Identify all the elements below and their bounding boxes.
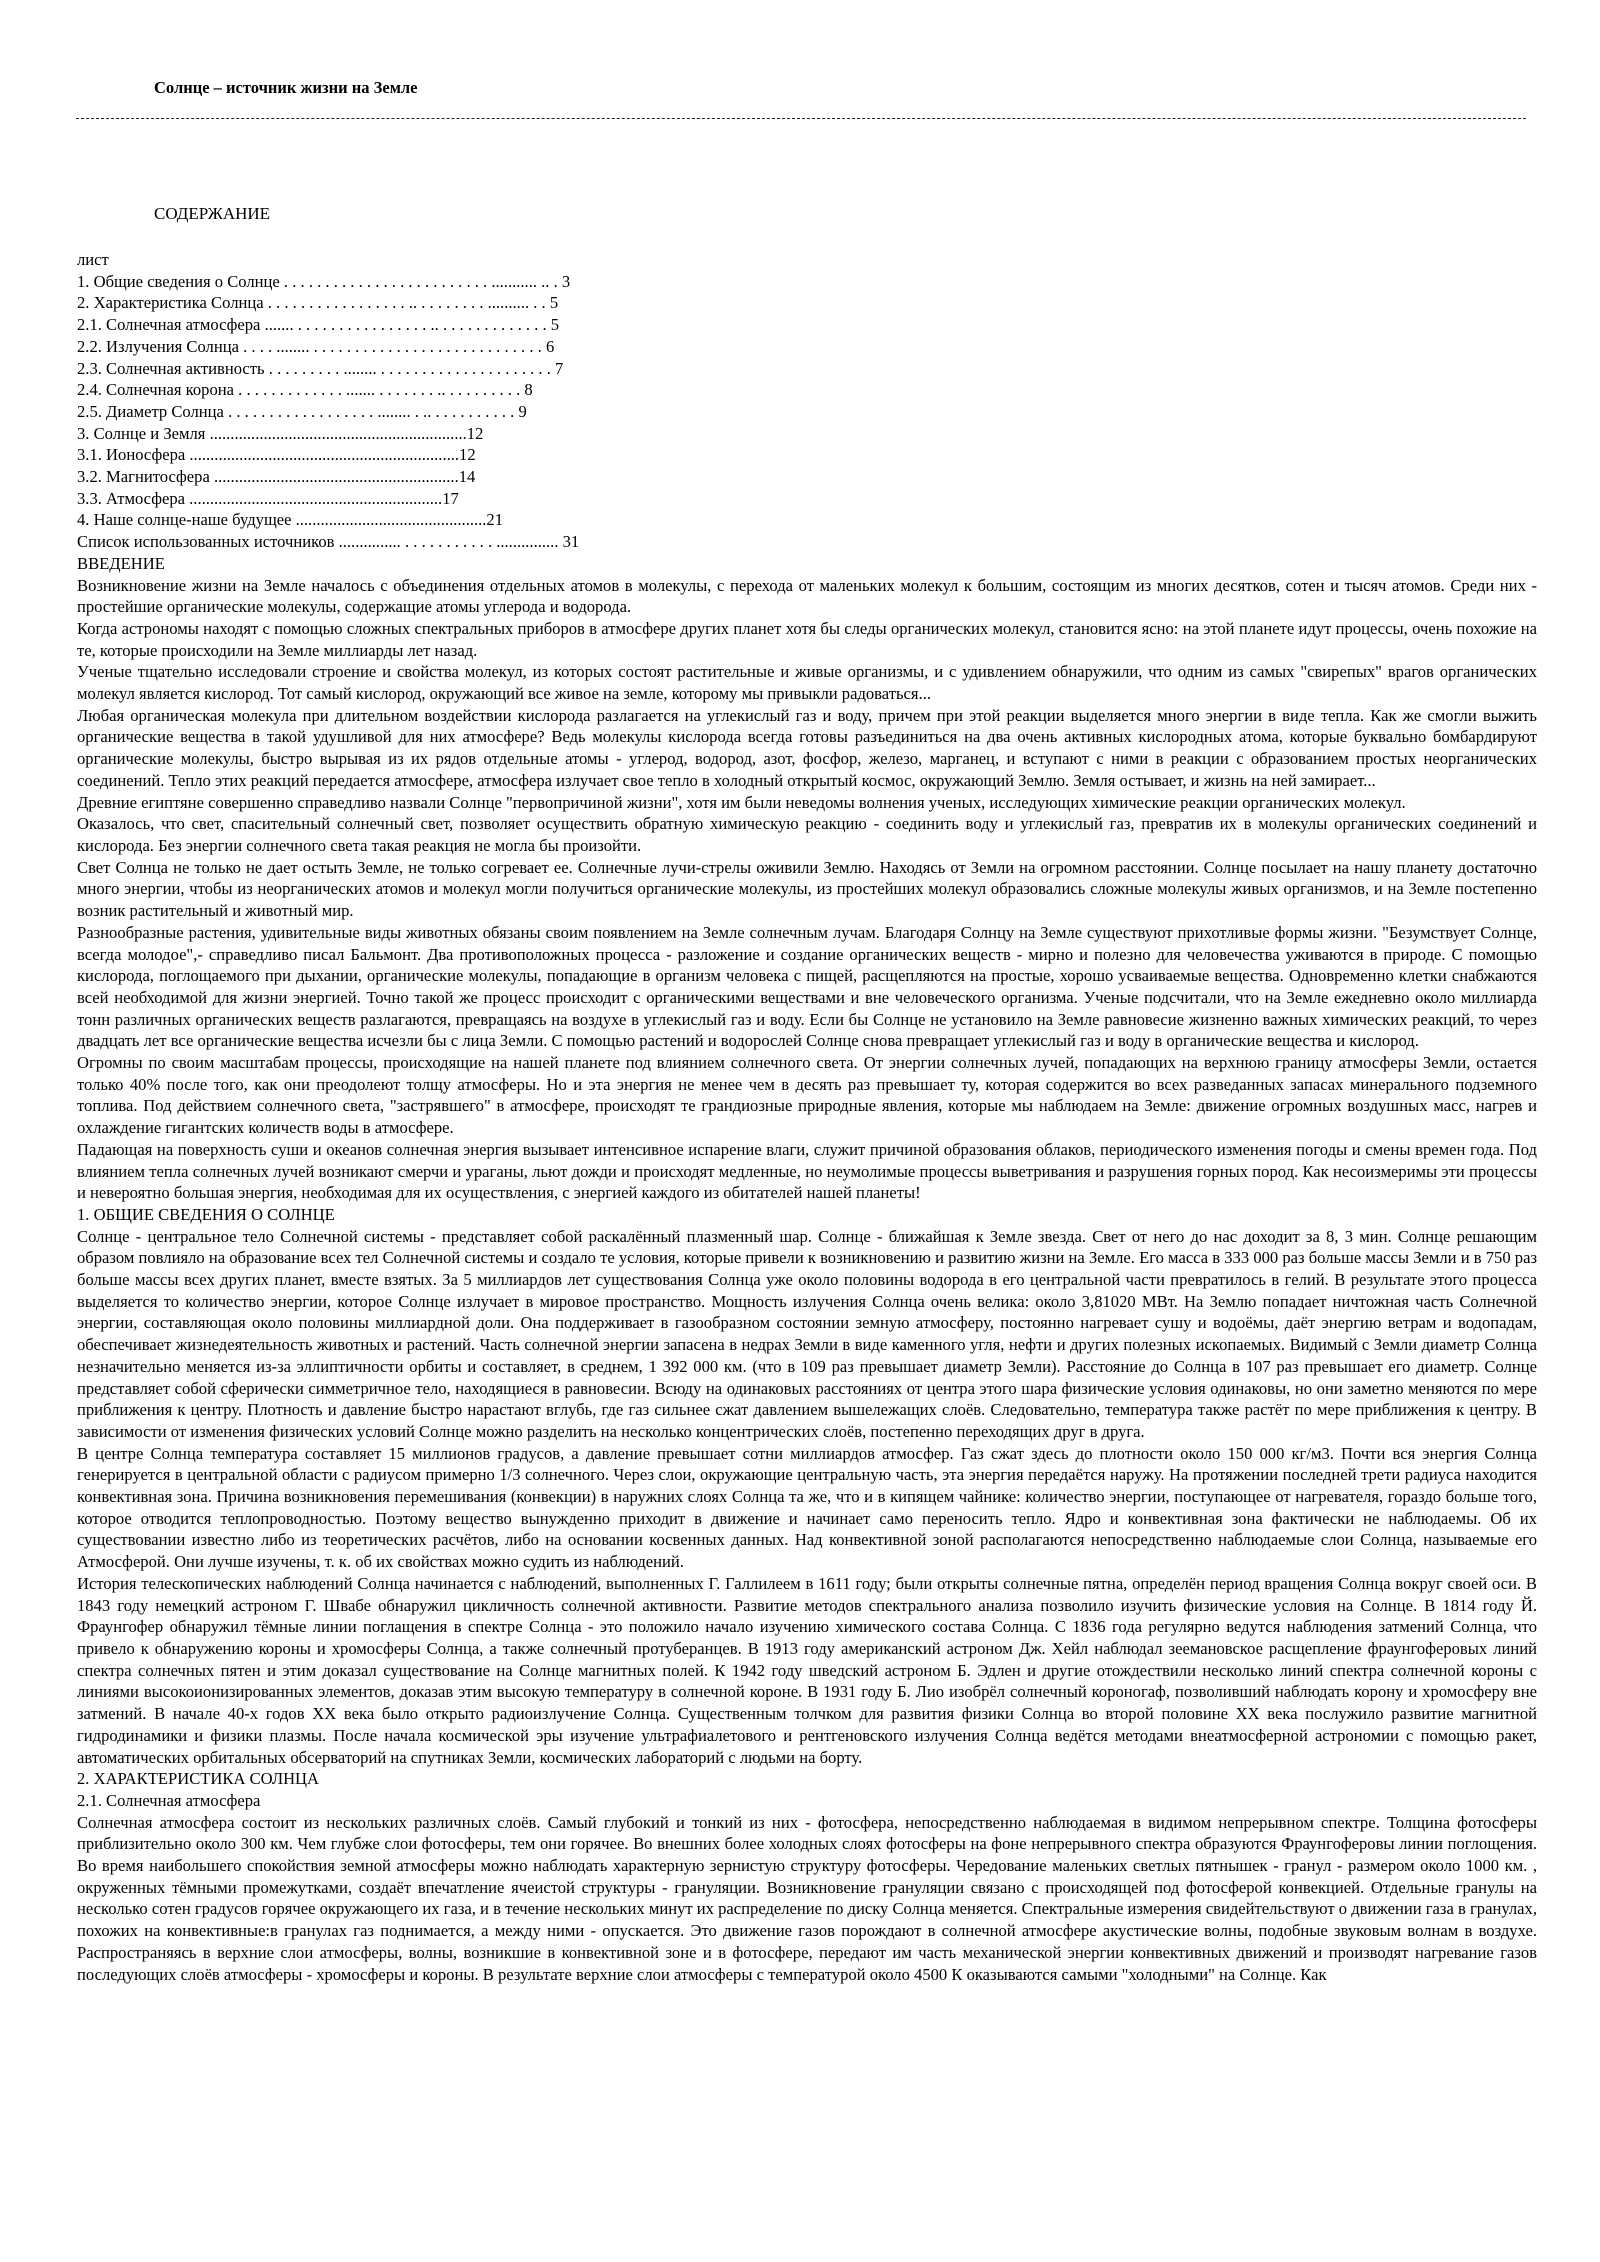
toc-entry: 2.3. Солнечная активность . . . . . . . . . ........ . . . . . . . . . . . . . . . . . . . . . 7 — [77, 358, 564, 378]
toc-entry: 4. Наше солнце-наше будущее ..............................................21 — [77, 510, 504, 530]
toc-entry: 1. Общие сведения о Солнце . . . . . . . . . . . . . . . . . . . . . . . . . ........... .. . 3 — [77, 271, 571, 291]
section2-subheading: 2.1. Солнечная атмосфера — [77, 1790, 261, 1810]
intro-paragraph: Разнообразные растения, удивительные виды животных обязаны своим появлением на Земле солнечным лучам. Благодаря Солнцу на Земле существуют прихотливые формы жизни. "Безумствует Солнце, всегда молодое",- справедливо писал Бальмонт. Два противоположных процесса - разложение и создание органических веществ - мирно и полезно для человечества уживаются в природе. С помощью кислорода, поглощаемого при дыхании, органические молекулы, попадающие в организм человека с пищей, расщепляются на простые, хорошо усваиваемые вещества. Одновременно клетки снабжаются всей необходимой для жизни энергией. Точно такой же процесс происходит с органическими веществами и вне человеческого организма. Ученые подсчитали, что на Земле ежедневно около миллиарда тонн различных органических веществ разлагаются, превращаясь на воздухе в углекислый газ и воду. Если бы Солнце не установило на Земле равновесие жизненно важных химических реакций, то через двадцать лет все органические вещества исчезли бы с лица Земли. С помощью растений и водорослей Солнце снова превращает углекислый газ и воду в органические вещества и кислород. — [77, 922, 1537, 1051]
intro-paragraph: Любая органическая молекула при длительном воздействии кислорода разлагается на углекислый газ и воду, причем при этой реакции выделяется много энергии в виде тепла. Как же смогли выжить органические вещества в такой удушливой для них атмосфере? Ведь молекулы кислорода всегда готовы разъединиться на два очень активных кислородных атома, которые буквально бомбардируют органические молекулы, быстро вырывая из их рядов отдельные атомы - углерод, водород, азот, фосфор, железо, марганец, и вступают с ними в реакции с образованием простых неорганических соединений. Тепло этих реакций передается атмосфере, атмосфера излучает свое тепло в холодный открытый космос, окружающий Землю. Земля остывает, и жизнь на ней замирает... — [77, 705, 1537, 790]
toc-column-label: лист — [77, 250, 109, 269]
toc-entry: Список использованных источников ............... . . . . . . . . . . . ............... 31 — [77, 532, 580, 552]
intro-paragraph: Ученые тщательно исследовали строение и свойства молекул, из которых состоят растительные и живые организмы, и с удивлением обнаружили, что одним из самых "свирепых" врагов органических молекул является кислород. Тот самый кислород, окружающий все живое на земле, которому мы привыкли радоваться... — [77, 662, 1537, 704]
toc-entry: 2.1. Солнечная атмосфера ....... . . . . . . . . . . . . . . . . .. . . . . . . . . . . . . . 5 — [77, 315, 560, 335]
toc-entry: 2.5. Диаметр Солнца . . . . . . . . . . . . . . . . . . ........ . .. . . . . . . . . . . 9 — [77, 401, 527, 421]
toc-entry: 2.4. Солнечная корона . . . . . . . . . . . . . ....... . . . . . . . .. . . . . . . . . . 8 — [77, 380, 533, 400]
toc-entry: 3. Солнце и Земля ..............................................................12 — [77, 423, 484, 443]
intro-heading: ВВЕДЕНИЕ — [77, 553, 165, 573]
toc-entry: 3.3. Атмосфера .............................................................17 — [77, 488, 459, 508]
toc-entry: 2.2. Излучения Солнца . . . . ........ . . . . . . . . . . . . . . . . . . . . . . . . . . . . 6 — [77, 336, 555, 356]
section1-paragraph: В центре Солнца температура составляет 15 миллионов градусов, а давление превышает сотни миллиардов атмосфер. Газ сжат здесь до плотности около 150 000 кг/м3. Почти вся энергия Солнца генерируется в центральной области с радиусом примерно 1/3 солнечного. Через слои, окружающие центральную часть, эта энергия передаётся наружу. На протяжении последней трети радиуса находится конвективная зона. Причина возникновения перемешивания (конвекции) в наружних слоях Солнца та же, что и в кипящем чайнике: количество энергии, поступающее от нагревателя, гораздо больше того, которое отводится теплопроводностью. Поэтому вещество вынужденно приходит в движение и начинает само переносить тепло. Ядро и конвективная зона фактически не наблюдаемы. Об их существовании известно либо из теоретических расчётов, либо на основании косвенных данных. Над конвективной зоной располагаются непосредственно наблюдаемые слои Солнца, называемые его Атмосферой. Они лучше изучены, т. к. об их свойствах можно судить из наблюдений. — [77, 1443, 1537, 1572]
document-header-title: Солнце – источник жизни на Земле — [154, 78, 418, 97]
toc-entry: 3.1. Ионосфера .................................................................12 — [77, 445, 476, 465]
toc-entry: 2. Характеристика Солнца . . . . . . . . . . . . . . . . . .. . . . . . . . . .......... . . 5 — [77, 293, 559, 313]
intro-paragraph: Оказалось, что свет, спасительный солнечный свет, позволяет осуществить обратную химическую реакцию - соединить воду и углекислый газ, превратив их в молекулы органических соединений и кислорода. Без энергии солнечного света такая реакция не могла бы произойти. — [77, 814, 1537, 855]
intro-paragraph: Древние египтяне совершенно справедливо назвали Солнце "первопричиной жизни", хотя им были неведомы волнения ученых, исследующих химические реакции органических молекул. — [77, 792, 1406, 812]
section2-paragraph: Солнечная атмосфера состоит из нескольких различных слоёв. Самый глубокий и тонкий из них - фотосфера, непосредственно наблюдаемая в видимом непрерывном спектре. Толщина фотосферы приблизительно около 300 км. Чем глубже слои фотосферы, тем они горячее. Во внешних более холодных слоях фотосферы на фоне непрерывного спектра образуются Фраунгоферовы линии поглощения. Во время наибольшего спокойствия земной атмосферы можно наблюдать характерную зернистую структуру фотосферы. Чередование маленьких светлых пятнышек - гранул - размером около 1000 км. , окруженных тёмными промежутками, создаёт впечатление ячеистой структуры - грануляции. Возникновение грануляции связано с происходящей под фотосферой конвекцией. Отдельные гранулы на несколько сотен градусов горячее окружающего их газа, и в течение нескольких минут их распределение по диску Солнца меняется. Спектральные измерения свидейтельствуют о движении газа в гранулах, похожих на конвективные:в гранулах газ поднимается, а между ними - опускается. Это движение газов порождают в солнечной атмосфере акустические волны, подобные звуковым волнам в воздухе. Распространяясь в верхние слои атмосферы, волны, возникшие в конвективной зоне и в фотосфере, передают им часть механической энергии конвективных движений и производят нагревание газов последующих слоёв атмосферы - хромосферы и короны. В результате верхние слои атмосферы с температурой около 4500 К оказываются самыми "холодными" на Солнце. Как — [77, 1812, 1537, 1984]
toc-heading: СОДЕРЖАНИЕ — [154, 204, 271, 223]
section1-paragraph: Солнце - центральное тело Солнечной системы - представляет собой раскалённый плазменный шар. Солнце - ближайшая к Земле звезда. Свет от него до нас доходит за 8, 3 мин. Солнце решающим образом повлияло на образование всех тел Солнечной системы и создало те условия, которые привели к возникновению и развитию жизни на Земле. Его масса в 333 000 раз больше массы Земли и в 750 раз больше массы всех других планет, вместе взятых. За 5 миллиардов лет существования Солнца уже около половины водорода в его центральной части превратилось в гелий. В результате этого процесса выделяется то количество энергии, которое Солнце излучает в мировое пространство. Мощность излучения Солнца очень велика: около 3,81020 МВт. На Землю попадает ничтожная часть Солнечной энергии, составляющая около половины миллиардной доли. Она поддерживает в газообразном состоянии земную атмосферу, постоянно нагревает сушу и водоёмы, даёт энергию ветрам и водопадам, обеспечивает жизнедеятельность животных и растений. Часть солнечной энергии запасена в недрах Земли в виде каменного угля, нефти и других полезных ископаемых. Видимый с Земли диаметр Солнца незначительно меняется из-за эллиптичности орбиты и составляет, в среднем, 1 392 000 км. (что в 109 раз превышает диаметр Земли). Расстояние до Солнца в 107 раз превышает его диаметр. Солнце представляет собой сферически симметричное тело, находящиеся в равновесии. Всюду на одинаковых расстояниях от центра этого шара физические условия одинаковы, но они заметно меняются по мере приближения к центру. Плотность и давление быстро нарастают вглубь, где газ сильнее сжат давлением вышележащих слоёв. Следовательно, температура также растёт по мере приближения к центру. В зависимости от изменения физических условий Солнце можно разделить на несколько концентрических слоёв, постепенно переходящих друг в друга. — [77, 1226, 1537, 1441]
document-body — [77, 249, 1537, 1985]
intro-paragraph: Свет Солнца не только не дает остыть Земле, не только согревает ее. Солнечные лучи-стрелы оживили Землю. Находясь от Земли на огромном расстоянии. Солнце посылает на нашу планету достаточно много энергии, чтобы из неорганических атомов и молекул могли получиться органические молекулы, из простейших молекул образовались сложные молекулы живых организмов, и на Земле постепенно возник растительный и животный мир. — [77, 857, 1537, 921]
section1-heading: 1. ОБЩИЕ СВЕДЕНИЯ О СОЛНЦЕ — [77, 1204, 335, 1224]
section1-paragraph: История телескопических наблюдений Солнца начинается с наблюдений, выполненных Г. Галлилеем в 1611 году; были открыты солнечные пятна, определён период вращения Солнца вокруг своей оси. В 1843 году немецкий астроном Г. Швабе обнаружил цикличность солнечной активности. Развитие методов спектрального анализа позволило изучить физические условия на Солнце. В 1814 году Й. Фраунгофер обнаружил тёмные линии поглащения в спектре Солнца - это положило начало изучению химического состава Солнца. С 1836 года регулярно ведутся наблюдения затмений Солнца, что привело к обнаружению короны и хромосферы Солнца, а также солнечный протуберанцев. В 1913 году американский астроном Дж. Хейл наблюдал зеемановское расщепление фраунгоферовых линий спектра солнечных пятен и этим доказал существование на Солнце магнитных полей. К 1942 году шведский астроном Б. Эдлен и другие отождествили несколько линий спектра солнечной короны с линиями высокоионизированных элементов, доказав этим высокую температуру в солнечной короне. В 1931 году Б. Лио изобрёл солнечный короногаф, позволивший наблюдать корону и хромосферу вне затмений. В начале 40-х годов XX века было открыто радиоизлучение Солнца. Существенным толчком для развития физики Солнца во второй половине XX века послужило развитие магнитной гидродинамики и физики плазмы. После начала космической эры изучение ультрафиалетового и рентгеновского излучения Солнца ведётся методами внеатмосферной астрономии с помощью ракет, автоматических орбитальных обсерваторий на спутниках Земли, космических лабораторий с людьми на борту. — [77, 1573, 1537, 1767]
intro-paragraph: Когда астрономы находят с помощью сложных спектральных приборов в атмосфере других планет хотя бы следы органических молекул, становится ясно: на этой планете идут процессы, очень похожие на те, которые происходили на Земле миллиарды лет назад. — [77, 618, 1537, 660]
intro-paragraph: Возникновение жизни на Земле началось с объединения отдельных атомов в молекулы, с перехода от маленьких молекул к большим, состоящим из многих десятков, сотен и тысяч атомов. Среди них - простейшие органические молекулы, содержащие атомы углерода и водорода. — [77, 575, 1537, 617]
toc-entry: 3.2. Магнитосфера ...........................................................14 — [77, 467, 476, 487]
intro-paragraph: Падающая на поверхность суши и океанов солнечная энергия вызывает интенсивное испарение влаги, служит причиной образования облаков, периодического изменения погоды и смены времен года. Под влиянием тепла солнечных лучей возникают смерчи и ураганы, льют дожди и происходят медленные, но неумолимые процессы выветривания и разрушения горных пород. Как несоизмеримы эти процессы и невероятно большая энергия, необходимая для их осуществления, с энергией каждого из обитателей нашей планеты! — [77, 1139, 1537, 1203]
intro-paragraph: Огромны по своим масштабам процессы, происходящие на нашей планете под влиянием солнечного света. От энергии солнечных лучей, попадающих на верхнюю границу атмосферы Земли, остается только 40% после того, как они преодолеют толщу атмосферы. Но и эта энергия не менее чем в десять раз превышает ту, которая содержится во всех разведанных запасах минерального подземного топлива. Под действием солнечного света, "застрявшего" в атмосфере, происходят те грандиозные природные явления, которые мы наблюдаем на Земле: движение огромных воздушных масс, нагрев и охлаждение гигантских количеств воды в атмосфере. — [77, 1053, 1537, 1138]
dashed-divider — [76, 118, 1526, 119]
section2-heading: 2. ХАРАКТЕРИСТИКА СОЛНЦА — [77, 1769, 320, 1789]
